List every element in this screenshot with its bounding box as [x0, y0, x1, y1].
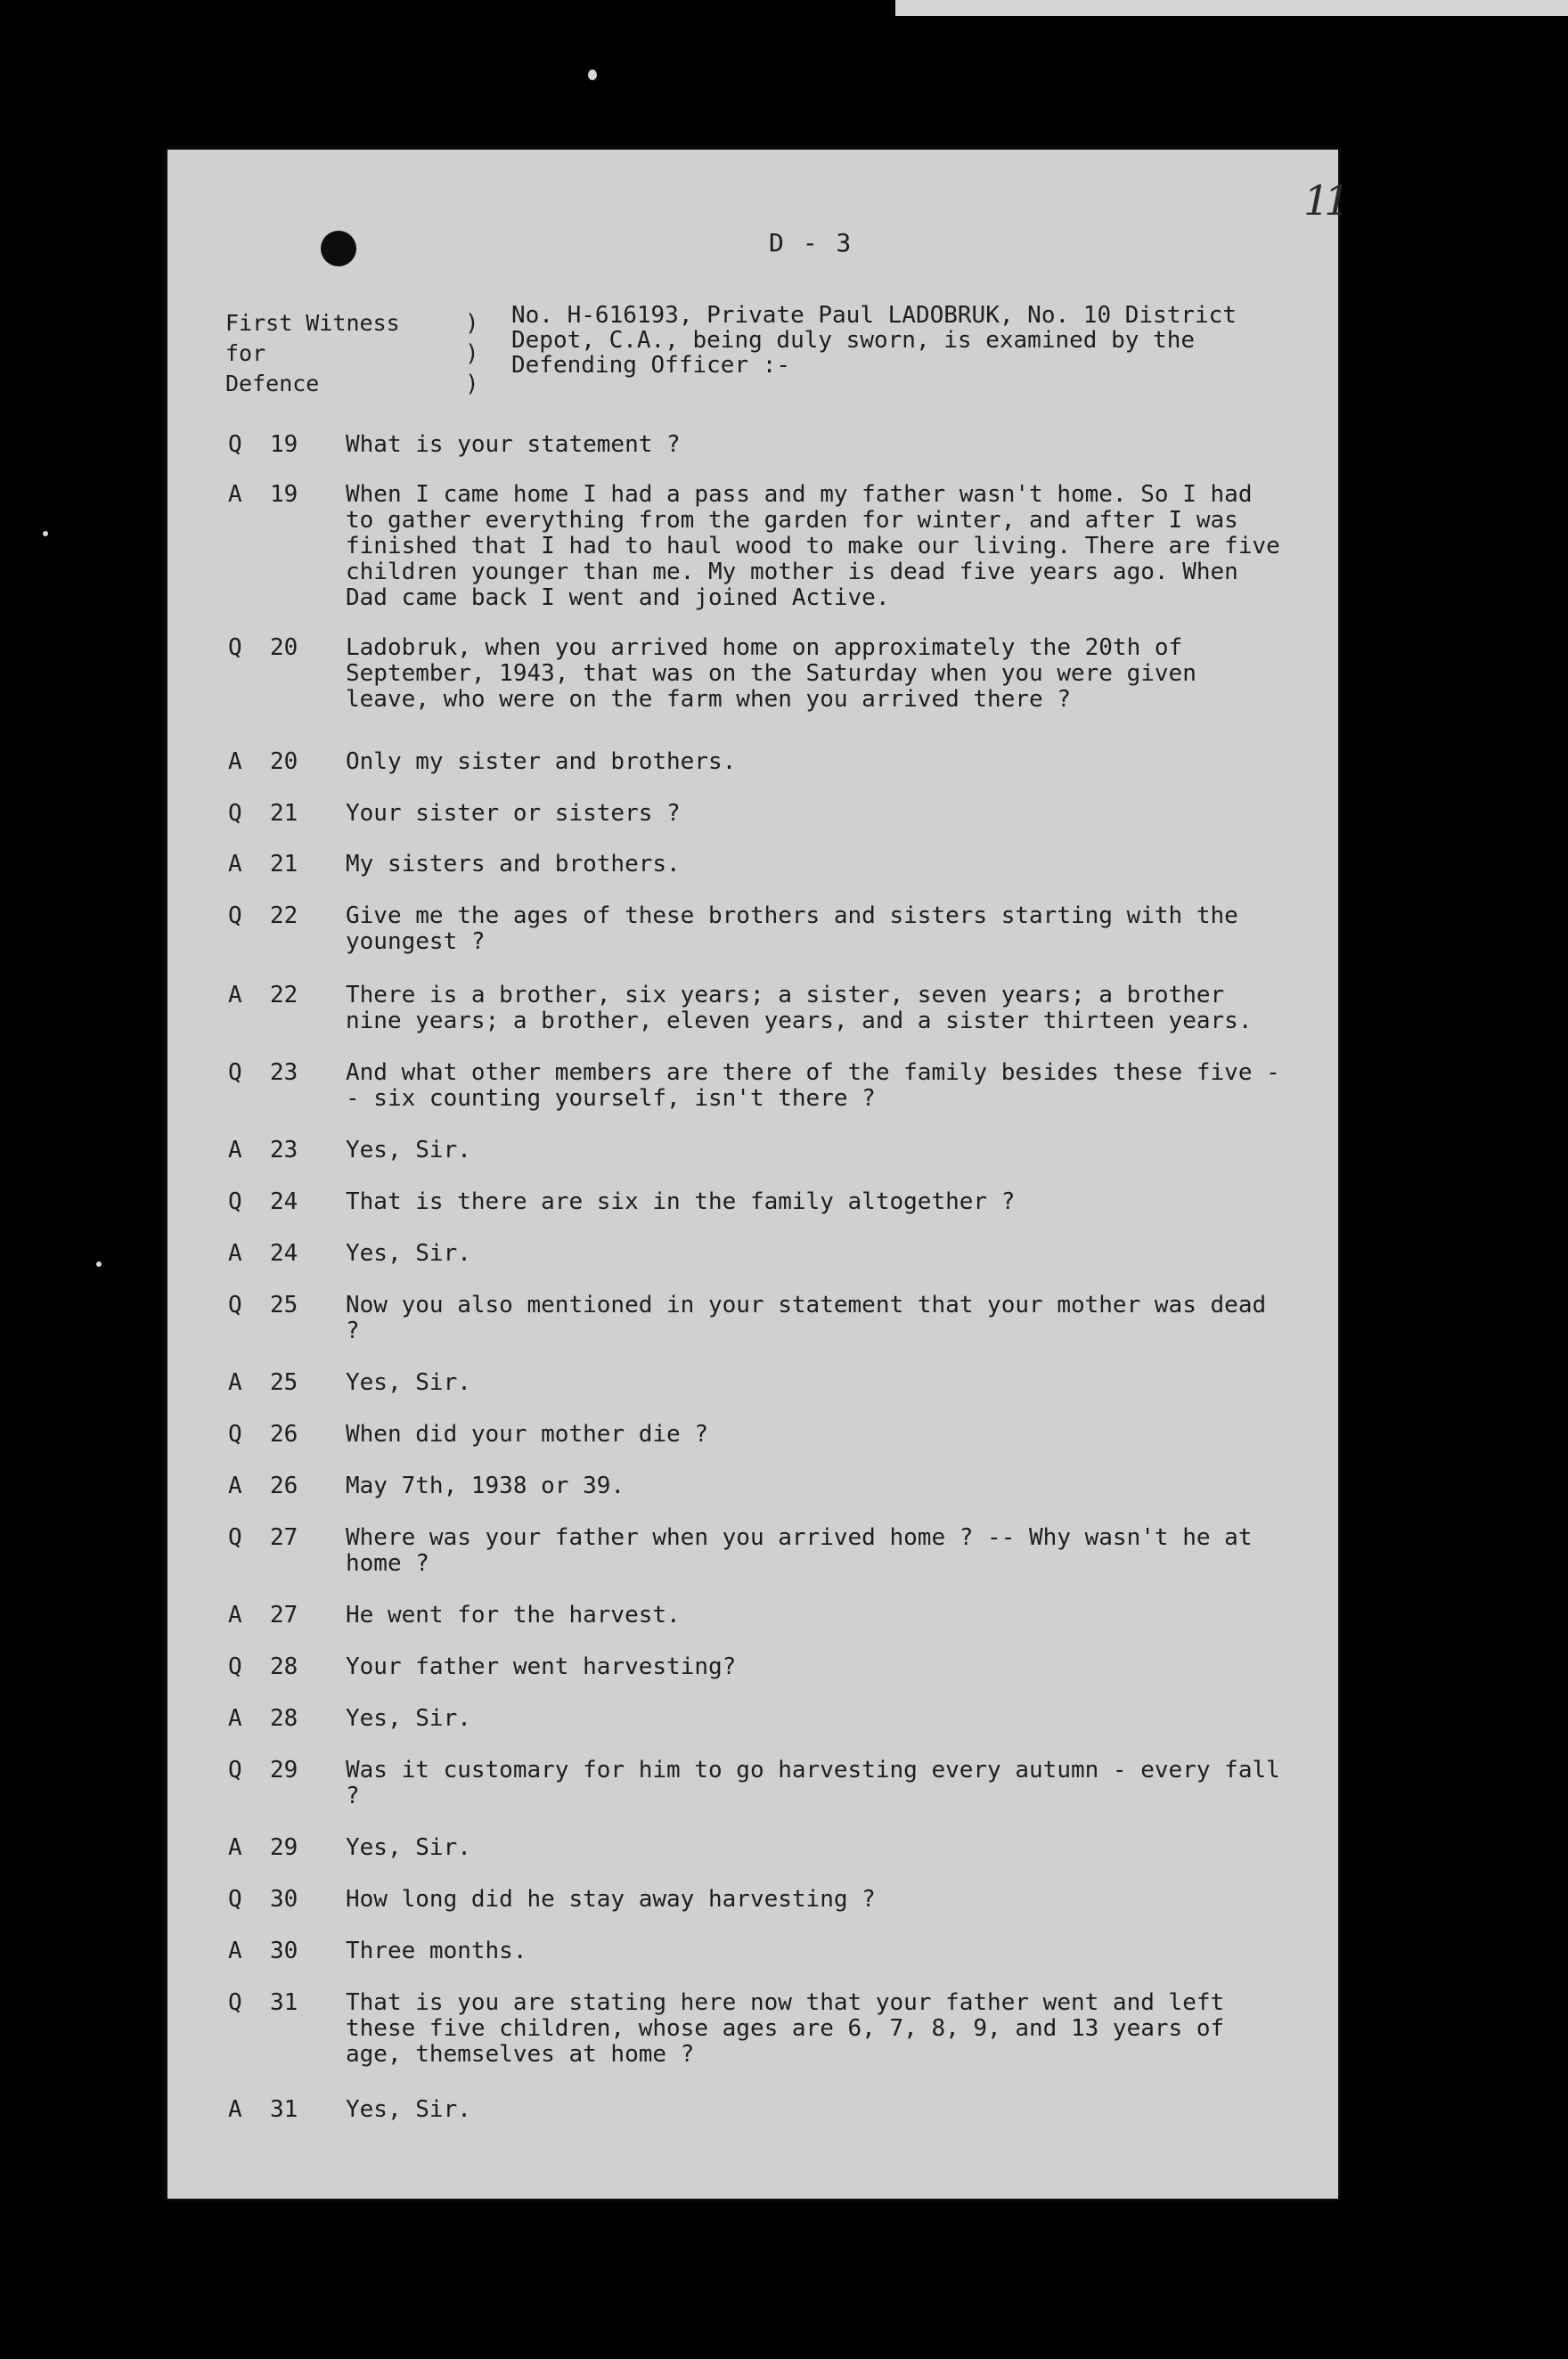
entry-type: A: [228, 1705, 242, 1732]
entry-type: A: [228, 1473, 242, 1499]
entry-type: Q: [228, 634, 242, 661]
film-edge-strip: [895, 0, 1568, 16]
dust-speck: [96, 1261, 102, 1267]
entry-number: 19: [270, 481, 298, 508]
entry-type: A: [228, 1240, 242, 1267]
entry-text: That is there are six in the family altogether ?: [346, 1188, 1016, 1215]
entry-text: And what other members are there of the family besides these five -- six counting yourself, isn't there ?: [346, 1059, 1280, 1112]
dust-speck: [43, 531, 48, 536]
entry-text: Only my sister and brothers.: [346, 748, 737, 775]
entry-text: He went for the harvest.: [346, 1602, 681, 1628]
entry-text: May 7th, 1938 or 39.: [346, 1473, 625, 1499]
entry-type: A: [228, 1137, 242, 1163]
entry-type: A: [228, 1938, 242, 1964]
entry-type: Q: [228, 1292, 242, 1318]
entry-type: A: [228, 2096, 242, 2123]
entry-number: 22: [270, 902, 298, 929]
document-page: [167, 150, 1345, 2199]
entry-text: Was it customary for him to go harvesting every autumn - every fall ?: [346, 1757, 1280, 1809]
entry-type: Q: [228, 1421, 242, 1448]
witness-description: No. H-616193, Private Paul LADOBRUK, No. 10 District Depot, C.A., being duly sworn, is examined by the Defending Officer :-: [511, 302, 1237, 379]
entry-type: Q: [228, 1757, 242, 1784]
entry-type: A: [228, 851, 242, 877]
page-id: D - 3: [769, 228, 853, 257]
entry-number: 29: [270, 1757, 298, 1784]
entry-number: 20: [270, 748, 298, 775]
entry-number: 31: [270, 1989, 298, 2016]
entry-text: Yes, Sir.: [346, 1369, 471, 1396]
entry-type: A: [228, 1602, 242, 1628]
entry-number: 25: [270, 1292, 298, 1318]
entry-type: Q: [228, 1989, 242, 2016]
entry-text: How long did he stay away harvesting ?: [346, 1886, 876, 1913]
punch-hole: [321, 231, 356, 266]
entry-number: 19: [270, 431, 298, 458]
entry-text: Give me the ages of these brothers and sisters starting with the youngest ?: [346, 902, 1238, 955]
entry-number: 27: [270, 1524, 298, 1551]
entry-text: Three months.: [346, 1938, 527, 1964]
page-mark: 11: [1303, 176, 1345, 224]
entry-type: Q: [228, 431, 242, 458]
entry-type: Q: [228, 1524, 242, 1551]
witness-label: First Witness for Defence: [225, 310, 400, 396]
entry-type: A: [228, 481, 242, 508]
entry-number: 21: [270, 800, 298, 827]
entry-text: Yes, Sir.: [346, 1705, 471, 1732]
entry-type: A: [228, 982, 242, 1008]
entry-number: 31: [270, 2096, 298, 2123]
entry-number: 28: [270, 1705, 298, 1732]
entry-number: 23: [270, 1059, 298, 1086]
entry-number: 27: [270, 1602, 298, 1628]
entry-number: 28: [270, 1653, 298, 1680]
entry-text: What is your statement ?: [346, 431, 681, 458]
entry-number: 24: [270, 1240, 298, 1267]
entry-number: 20: [270, 634, 298, 661]
entry-text: When did your mother die ?: [346, 1421, 708, 1448]
entry-text: Your father went harvesting?: [346, 1653, 737, 1680]
entry-type: A: [228, 1369, 242, 1396]
entry-type: Q: [228, 800, 242, 827]
entry-number: 25: [270, 1369, 298, 1396]
entry-text: Ladobruk, when you arrived home on approximately the 20th of September, 1943, that was on the Saturday when you were given leave, who were on the farm when you arrived there ?: [346, 634, 1196, 713]
entry-number: 24: [270, 1188, 298, 1215]
entry-number: 26: [270, 1421, 298, 1448]
witness-bracket: ) ) ): [465, 310, 479, 397]
entry-text: Yes, Sir.: [346, 1137, 471, 1163]
entry-number: 23: [270, 1137, 298, 1163]
entry-text: Yes, Sir.: [346, 2096, 471, 2123]
entry-text: When I came home I had a pass and my father wasn't home. So I had to gather everything from the garden for winter, and after I was finished that I had to haul wood to make our living. There are five children younger than me. My mother is dead five years ago. When Dad came back I went and joined Active.: [346, 481, 1280, 611]
entry-text: That is you are stating here now that your father went and left these five children, whose ages are 6, 7, 8, 9, and 13 years of age, themselves at home ?: [346, 1989, 1225, 2068]
entry-number: 30: [270, 1886, 298, 1913]
entry-type: Q: [228, 1886, 242, 1913]
entry-text: My sisters and brothers.: [346, 851, 681, 877]
entry-type: A: [228, 1834, 242, 1861]
entry-text: Your sister or sisters ?: [346, 800, 681, 827]
entry-text: Yes, Sir.: [346, 1240, 471, 1267]
entry-number: 30: [270, 1938, 298, 1964]
entry-type: Q: [228, 1188, 242, 1215]
entry-number: 22: [270, 982, 298, 1008]
entry-number: 29: [270, 1834, 298, 1861]
dust-speck: [588, 69, 597, 80]
entry-text: There is a brother, six years; a sister, seven years; a brother nine years; a brother, eleven years, and a sister thirteen years.: [346, 982, 1253, 1034]
entry-number: 26: [270, 1473, 298, 1499]
entry-type: Q: [228, 902, 242, 929]
entry-text: Yes, Sir.: [346, 1834, 471, 1861]
entry-number: 21: [270, 851, 298, 877]
entry-type: Q: [228, 1059, 242, 1086]
entry-text: Now you also mentioned in your statement that your mother was dead ?: [346, 1292, 1267, 1344]
entry-text: Where was your father when you arrived home ? -- Why wasn't he at home ?: [346, 1524, 1253, 1577]
entry-type: Q: [228, 1653, 242, 1680]
entry-type: A: [228, 748, 242, 775]
